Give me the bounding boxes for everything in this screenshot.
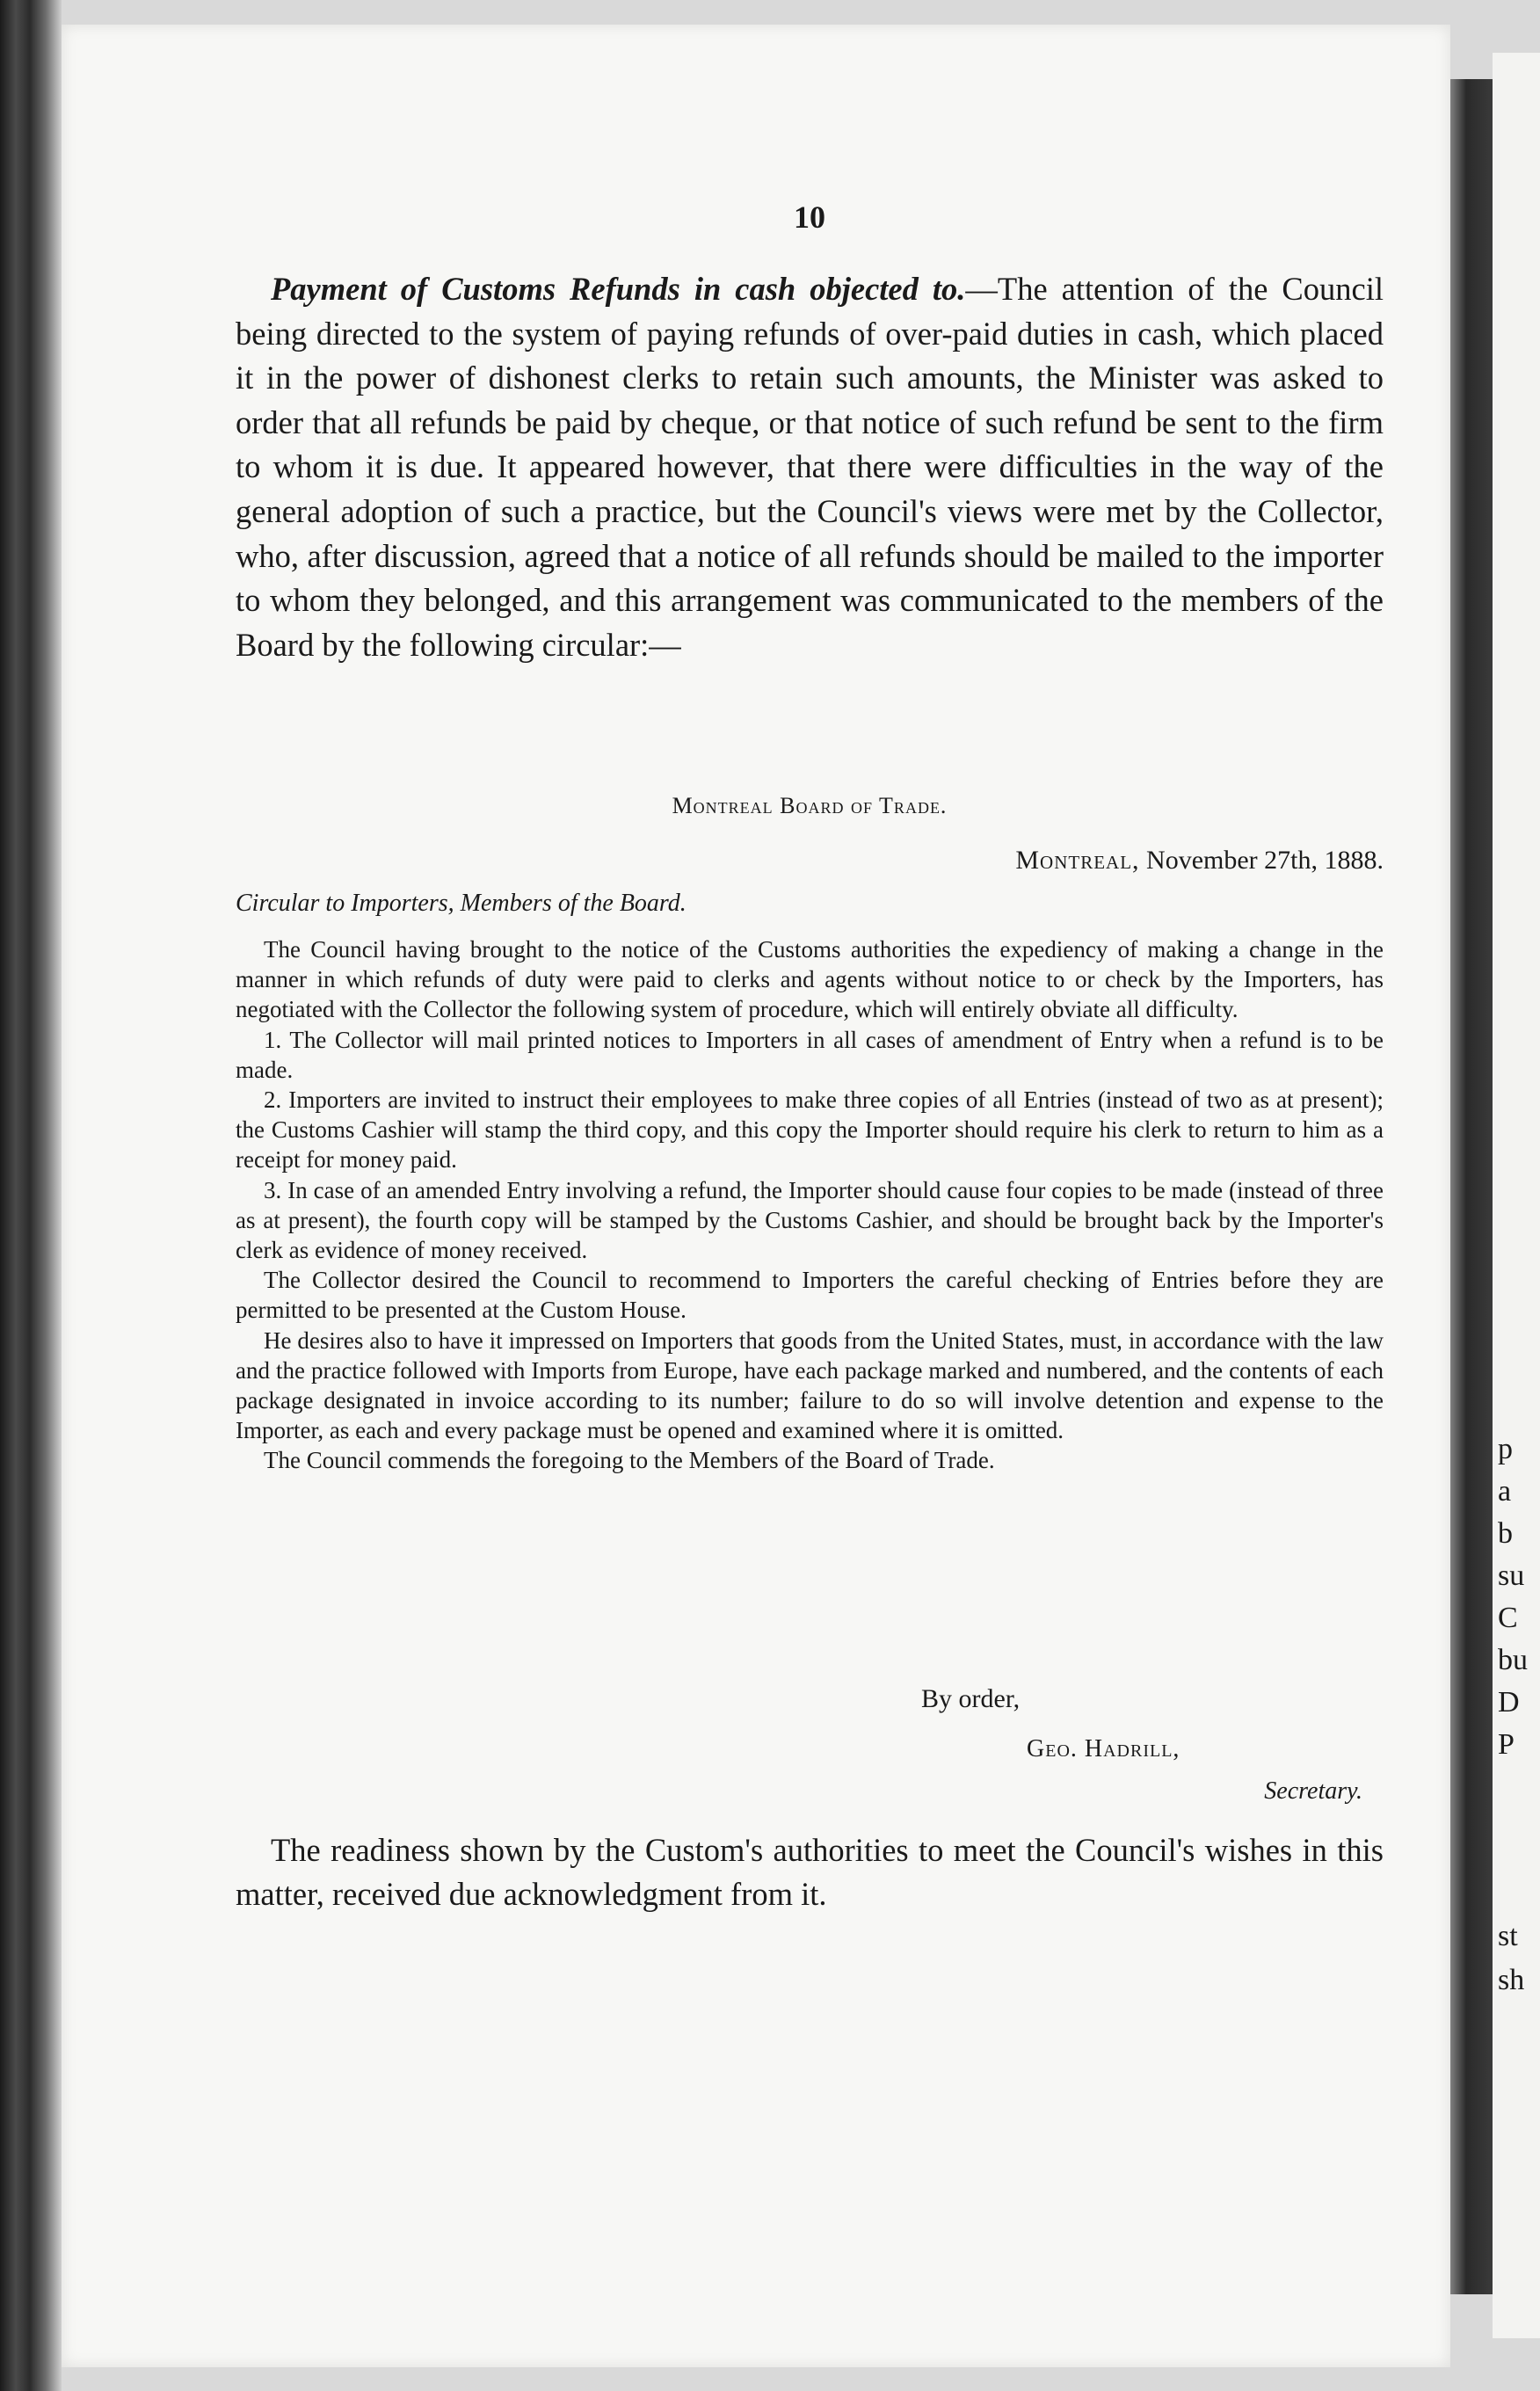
fragment-text: D	[1498, 1686, 1520, 1719]
fragment-text: a	[1498, 1475, 1512, 1508]
scan-gutter-shadow	[1449, 79, 1493, 2294]
circular-date: November 27th, 1888.	[1146, 846, 1384, 875]
fragment-text: bu	[1498, 1644, 1528, 1676]
circular-organization: Montreal Board of Trade.	[672, 793, 948, 818]
document-page	[62, 25, 1450, 2367]
signature-title: Secretary.	[1264, 1777, 1362, 1805]
circular-addressee: Circular to Importers, Members of the Board.	[236, 890, 686, 917]
circular-paragraph: 2. Importers are invited to instruct their employees to make three copies of all Entries (instead of two as at present); the Customs Cashier will stamp the third copy, and this copy the Importer should require his clerk to return to him as a receipt for money paid.	[236, 1086, 1384, 1174]
circular-paragraph: The Collector desired the Council to recommend to Importers the careful checking of Entries before they are permitted to be presented at the Custom House.	[236, 1267, 1384, 1324]
circular-paragraph: 3. In case of an amended Entry involving a refund, the Importer should cause four copies to be made (instead of three as at present), the fourth copy will be stamped by the Customs Cashier, and should be brought back by the Importer's clerk as evidence of money received.	[236, 1176, 1384, 1264]
page-number: 10	[794, 200, 825, 235]
closing-paragraph: The readiness shown by the Custom's authorities to meet the Council's wishes in this matter, received due acknowledgment from it.	[236, 1832, 1384, 1912]
intro-text: —The attention of the Council being directed to the system of paying refunds of over-paid duties in cash, which placed it in the power of dishonest clerks to retain such amounts, the Minister was asked to order that all refunds be paid by cheque, or that notice of such refund be sent to the firm to whom it is due. It appeared however, that there were difficulties in the way of the general adoption of such a practice, but the Council's views were met by the Collector, who, after discussion, agreed that a notice of all refunds should be mailed to the importer to whom they belonged, and this arrangement was communicated to the members of the Board by the following circular:—	[236, 271, 1384, 663]
circular-date-line	[1015, 846, 1384, 876]
section-heading: Payment of Customs Refunds in cash objected to.	[271, 271, 966, 307]
circular-body	[236, 934, 1384, 1476]
circular-paragraph: The Council having brought to the notice of the Customs authorities the expediency of making a change in the manner in which refunds of duty were paid to clerks and agents without notice to or check by the Importers, has negotiated with the Collector the following system of procedure, which will entirely obviate all difficulty.	[236, 936, 1384, 1023]
fragment-text: sh	[1498, 1964, 1525, 1996]
next-page-text-fragments	[1494, 0, 1540, 2391]
fragment-text: p	[1498, 1433, 1513, 1465]
circular-paragraph: The Council commends the foregoing to the Members of the Board of Trade.	[264, 1447, 995, 1474]
circular-paragraph: He desires also to have it impressed on Importers that goods from the United States, must, in accordance with the law and the practice followed with Imports from Europe, have each package marked and numbered, and the contents of each package designated in invoice according to its number; failure to do so will involve detention and expense to the Importer, as each and every package must be opened and examined where it is omitted.	[236, 1326, 1384, 1444]
circular-paragraph: 1. The Collector will mail printed notices to Importers in all cases of amendment of Entry when a refund is to be made.	[236, 1026, 1384, 1083]
intro-paragraph	[236, 267, 1384, 667]
fragment-text: st	[1498, 1920, 1518, 1952]
fragment-text: b	[1498, 1517, 1513, 1550]
fragment-text: P	[1498, 1728, 1515, 1761]
fragment-text: C	[1498, 1602, 1518, 1634]
signature-name: Geo. Hadrill,	[1027, 1735, 1180, 1762]
scan-binding-edge	[0, 0, 62, 2391]
fragment-text: su	[1498, 1559, 1525, 1592]
signature-by-order: By order,	[921, 1684, 1021, 1713]
circular-date-place: Montreal,	[1015, 846, 1140, 875]
